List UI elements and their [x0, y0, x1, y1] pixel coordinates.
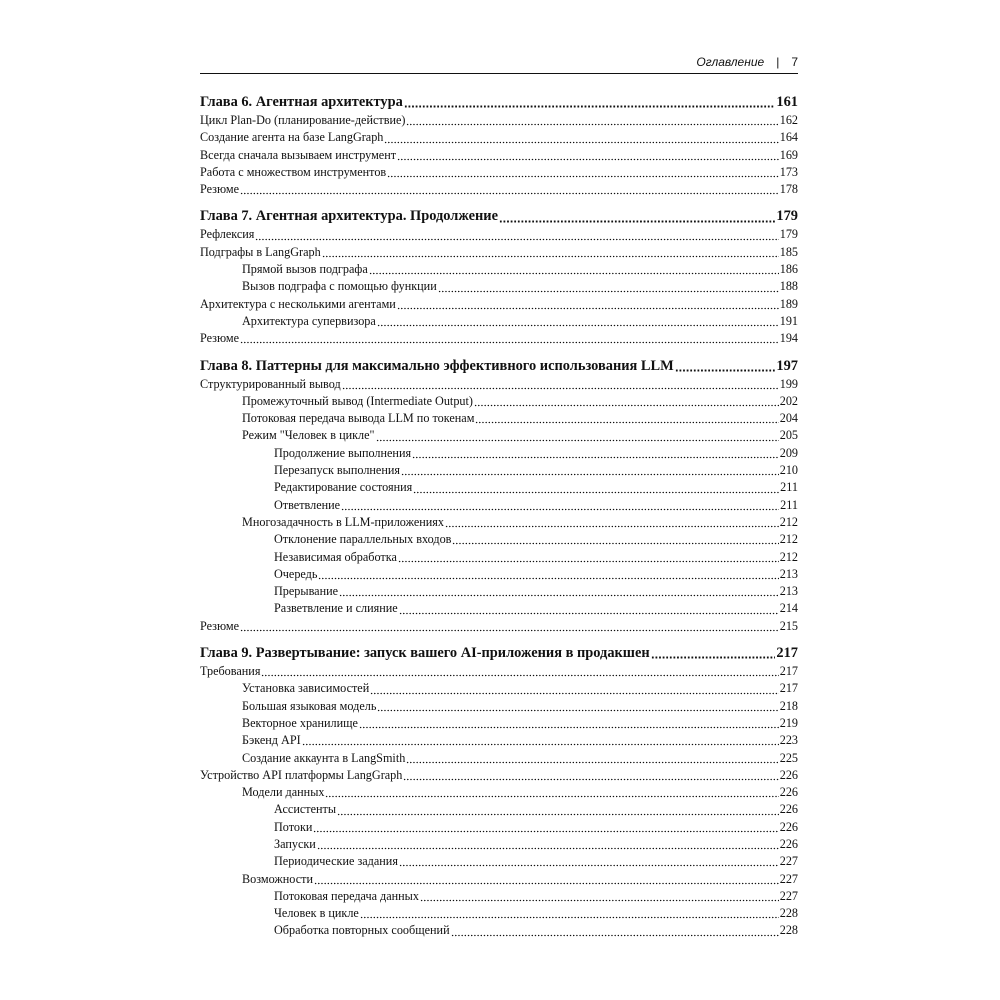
toc-entry-title: Работа с множеством инструментов	[200, 164, 387, 179]
toc-entry[interactable]	[200, 836, 798, 853]
toc-entry[interactable]	[200, 330, 798, 347]
toc-entry-title: Установка зависимостей	[242, 681, 370, 696]
running-head-separator: |	[776, 55, 780, 69]
toc-entry-page-number: 202	[779, 393, 798, 408]
toc-entry-title: Требования	[200, 664, 261, 679]
toc-entry-page-number: 226	[779, 767, 798, 782]
toc-entry-title: Редактирование состояния	[274, 480, 413, 495]
dot-leader	[413, 480, 779, 497]
toc-entry[interactable]	[200, 427, 798, 444]
toc-entry-title: Промежуточный вывод (Intermediate Output)	[242, 393, 473, 408]
dot-leader	[399, 854, 779, 871]
toc-entry-title: Человек в цикле	[274, 906, 359, 921]
toc-entry-title: Потоковая передача вывода LLM по токенам	[242, 411, 475, 426]
toc-entry-title: Структурированный вывод	[200, 376, 341, 391]
chapter-heading[interactable]	[200, 644, 798, 663]
toc-entry[interactable]	[200, 549, 798, 566]
dot-leader	[406, 750, 778, 767]
toc-entry[interactable]	[200, 819, 798, 836]
toc-chapter	[200, 207, 798, 347]
toc-entry-page-number: 199	[779, 376, 798, 391]
dot-leader	[360, 905, 779, 922]
toc-entry-page-number: 164	[779, 130, 798, 145]
toc-entry-title: Ассистенты	[274, 802, 337, 817]
toc-entry[interactable]	[200, 244, 798, 261]
dot-leader	[370, 681, 778, 698]
toc-entry-title: Бэкенд API	[242, 733, 301, 748]
dot-leader	[339, 583, 779, 600]
toc-entry[interactable]	[200, 566, 798, 583]
toc-entry-title: Продолжение выполнения	[274, 445, 412, 460]
toc-entry-page-number: 228	[779, 906, 798, 921]
toc-entry-page-number: 226	[779, 802, 798, 817]
chapter-title: Глава 7. Агентная архитектура. Продолжение	[200, 208, 498, 225]
toc-entry-title: Резюме	[200, 182, 240, 197]
toc-entry-title: Резюме	[200, 331, 240, 346]
dot-leader	[403, 767, 778, 784]
toc-entry[interactable]	[200, 784, 798, 801]
toc-entry-page-number: 218	[779, 698, 798, 713]
toc-entry-page-number: 227	[779, 871, 798, 886]
toc-entry-title: Резюме	[200, 618, 240, 633]
chapter-page-number: 217	[776, 645, 798, 662]
toc-entry-page-number: 211	[780, 480, 798, 495]
chapter-spacer	[200, 198, 798, 207]
dot-leader	[376, 428, 779, 445]
toc-entry-page-number: 211	[780, 497, 798, 512]
toc-entry-title: Периодические задания	[274, 854, 398, 869]
dot-leader	[452, 532, 778, 549]
dot-leader	[255, 227, 778, 244]
dot-leader	[359, 715, 779, 732]
toc-entry-page-number: 191	[779, 313, 798, 328]
toc-entry-page-number: 226	[779, 836, 798, 851]
dot-leader	[475, 410, 778, 427]
dot-leader	[399, 601, 779, 618]
toc-entry[interactable]	[200, 445, 798, 462]
toc-entry[interactable]	[200, 905, 798, 922]
toc-entry[interactable]	[200, 497, 798, 514]
toc-entry-page-number: 217	[779, 664, 798, 679]
toc-entry-title: Прерывание	[274, 584, 339, 599]
dot-leader	[377, 313, 779, 330]
toc-chapter	[200, 93, 798, 198]
dot-leader	[651, 644, 776, 663]
toc-entry[interactable]	[200, 583, 798, 600]
toc-entry-page-number: 212	[779, 549, 798, 564]
toc-entry[interactable]	[200, 801, 798, 818]
toc-entry-page-number: 212	[779, 532, 798, 547]
toc-entry[interactable]	[200, 871, 798, 888]
dot-leader	[451, 923, 779, 940]
toc-chapter	[200, 357, 798, 635]
dot-leader	[387, 164, 779, 181]
toc-entry[interactable]	[200, 410, 798, 427]
toc-entry-page-number: 213	[779, 566, 798, 581]
dot-leader	[317, 836, 779, 853]
toc-entry-title: Потоковая передача данных	[274, 888, 419, 903]
toc-entry-page-number: 209	[779, 445, 798, 460]
toc-entry-page-number: 185	[779, 244, 798, 259]
chapter-heading[interactable]	[200, 93, 798, 112]
dot-leader	[420, 888, 779, 905]
dot-leader	[438, 279, 779, 296]
dot-leader	[322, 244, 779, 261]
toc-entry[interactable]	[200, 462, 798, 479]
toc-entry-title: Обработка повторных сообщений	[274, 923, 450, 938]
toc-entry[interactable]	[200, 531, 798, 548]
toc-entry[interactable]	[200, 618, 798, 635]
toc-entry-page-number: 178	[779, 182, 798, 197]
toc-entry-page-number: 169	[779, 147, 798, 162]
chapter-heading[interactable]	[200, 357, 798, 376]
running-head-title: Оглавление	[696, 55, 765, 69]
toc-entry-title: Многозадачность в LLM-приложениях	[242, 514, 444, 529]
chapter-page-number: 179	[776, 208, 798, 225]
toc-entry-page-number: 173	[779, 164, 798, 179]
dot-leader	[341, 497, 779, 514]
toc-entry-page-number: 215	[779, 618, 798, 633]
toc-entry-title: Подграфы в LangGraph	[200, 244, 321, 259]
toc-entry-title: Рефлексия	[200, 227, 255, 242]
toc-entry[interactable]	[200, 112, 798, 129]
toc-entry-title: Архитектура с несколькими агентами	[200, 296, 396, 311]
toc-entry-title: Вызов подграфа с помощью функции	[242, 279, 437, 294]
toc-entry[interactable]	[200, 393, 798, 410]
toc-entry[interactable]	[200, 750, 798, 767]
toc-entry[interactable]	[200, 767, 798, 784]
chapter-page-number: 197	[776, 357, 798, 374]
toc-entry-title: Большая языковая модель	[242, 698, 377, 713]
toc-entry[interactable]	[200, 715, 798, 732]
toc-entry[interactable]	[200, 376, 798, 393]
dot-leader	[302, 733, 779, 750]
toc-entry-title: Векторное хранилище	[242, 715, 358, 730]
toc-entry-title: Перезапуск выполнения	[274, 463, 400, 478]
dot-leader	[261, 663, 778, 680]
dot-leader	[342, 376, 779, 393]
toc-entry[interactable]	[200, 663, 798, 680]
toc-entry[interactable]	[200, 853, 798, 870]
dot-leader	[401, 462, 779, 479]
toc-entry-title: Ответвление	[274, 497, 341, 512]
chapter-spacer	[200, 635, 798, 644]
toc-entry-page-number: 217	[779, 681, 798, 696]
dot-leader	[398, 549, 779, 566]
toc-entry-page-number: 188	[779, 279, 798, 294]
toc-entry-page-number: 226	[779, 819, 798, 834]
toc-entry-page-number: 213	[779, 584, 798, 599]
toc-entry[interactable]	[200, 514, 798, 531]
dot-leader	[325, 784, 778, 801]
dot-leader	[384, 130, 778, 147]
dot-leader	[313, 819, 778, 836]
toc-entry-page-number: 186	[779, 262, 798, 277]
dot-leader	[499, 207, 775, 226]
chapter-title: Глава 8. Паттерны для максимально эффективного использования LLM	[200, 357, 674, 374]
toc-entry-page-number: 214	[779, 601, 798, 616]
dot-leader	[412, 445, 779, 462]
toc-entry-title: Независимая обработка	[274, 549, 397, 564]
toc-entry-page-number: 227	[779, 888, 798, 903]
toc-entry-title: Прямой вызов подграфа	[242, 262, 368, 277]
toc-entry-page-number: 179	[779, 227, 798, 242]
toc-entry[interactable]	[200, 226, 798, 243]
dot-leader	[377, 698, 778, 715]
toc-entry-page-number: 189	[779, 296, 798, 311]
chapter-spacer	[200, 348, 798, 357]
toc-entry[interactable]	[200, 732, 798, 749]
toc-entry-title: Потоки	[274, 819, 313, 834]
toc-entry[interactable]	[200, 888, 798, 905]
toc-entry-title: Архитектура супервизора	[242, 313, 376, 328]
table-of-contents	[200, 93, 798, 940]
dot-leader	[337, 802, 779, 819]
toc-entry[interactable]	[200, 164, 798, 181]
toc-entry[interactable]	[200, 129, 798, 146]
dot-leader	[397, 296, 779, 313]
dot-leader	[675, 357, 776, 376]
chapter-title: Глава 9. Развертывание: запуск вашего AI-приложения в продакшен	[200, 645, 650, 662]
dot-leader	[369, 261, 779, 278]
dot-leader	[240, 618, 779, 635]
toc-entry[interactable]	[200, 698, 798, 715]
toc-entry-title: Разветвление и слияние	[274, 601, 398, 616]
dot-leader	[240, 181, 779, 198]
chapter-title: Глава 6. Агентная архитектура	[200, 94, 403, 110]
toc-entry[interactable]	[200, 296, 798, 313]
dot-leader	[406, 112, 778, 129]
toc-entry-page-number: 212	[779, 514, 798, 529]
dot-leader	[318, 566, 778, 583]
toc-entry[interactable]	[200, 313, 798, 330]
toc-entry[interactable]	[200, 600, 798, 617]
toc-entry[interactable]	[200, 261, 798, 278]
toc-entry-title: Очередь	[274, 566, 318, 581]
toc-entry[interactable]	[200, 181, 798, 198]
dot-leader	[474, 393, 779, 410]
toc-entry-title: Запуски	[274, 836, 316, 851]
toc-entry-page-number: 219	[779, 715, 798, 730]
toc-entry-page-number: 223	[779, 733, 798, 748]
toc-entry-page-number: 226	[779, 785, 798, 800]
toc-entry-page-number: 204	[779, 411, 798, 426]
toc-entry-title: Создание аккаунта в LangSmith	[242, 750, 406, 765]
dot-leader	[240, 331, 779, 348]
toc-entry-title: Всегда сначала вызываем инструмент	[200, 147, 397, 162]
dot-leader	[397, 147, 779, 164]
toc-entry-page-number: 228	[779, 923, 798, 938]
toc-entry-page-number: 210	[779, 463, 798, 478]
dot-leader	[314, 871, 779, 888]
chapter-page-number: 161	[776, 94, 798, 110]
toc-entry[interactable]	[200, 922, 798, 939]
toc-entry-title: Цикл Plan-Do (планирование-действие)	[200, 113, 406, 127]
toc-chapter	[200, 644, 798, 940]
toc-entry-title: Возможности	[242, 871, 313, 886]
header-rule	[200, 73, 798, 74]
toc-entry[interactable]	[200, 147, 798, 164]
toc-entry-title: Отклонение параллельных входов	[274, 532, 452, 547]
toc-entry-title: Режим "Человек в цикле"	[242, 428, 375, 443]
toc-entry-page-number: 162	[779, 113, 798, 127]
dot-leader	[445, 514, 779, 531]
running-head	[200, 55, 798, 73]
toc-entry-title: Создание агента на базе LangGraph	[200, 130, 384, 145]
toc-entry[interactable]	[200, 278, 798, 295]
toc-entry[interactable]	[200, 479, 798, 496]
toc-entry[interactable]	[200, 680, 798, 697]
toc-entry-title: Модели данных	[242, 785, 325, 800]
page-number: 7	[791, 55, 798, 69]
toc-entry-page-number: 227	[779, 854, 798, 869]
toc-entry-page-number: 225	[779, 750, 798, 765]
toc-entry-title: Устройство API платформы LangGraph	[200, 767, 403, 782]
toc-entry-page-number: 194	[779, 331, 798, 346]
dot-leader	[404, 93, 776, 112]
chapter-heading[interactable]	[200, 207, 798, 226]
toc-entry-page-number: 205	[779, 428, 798, 443]
